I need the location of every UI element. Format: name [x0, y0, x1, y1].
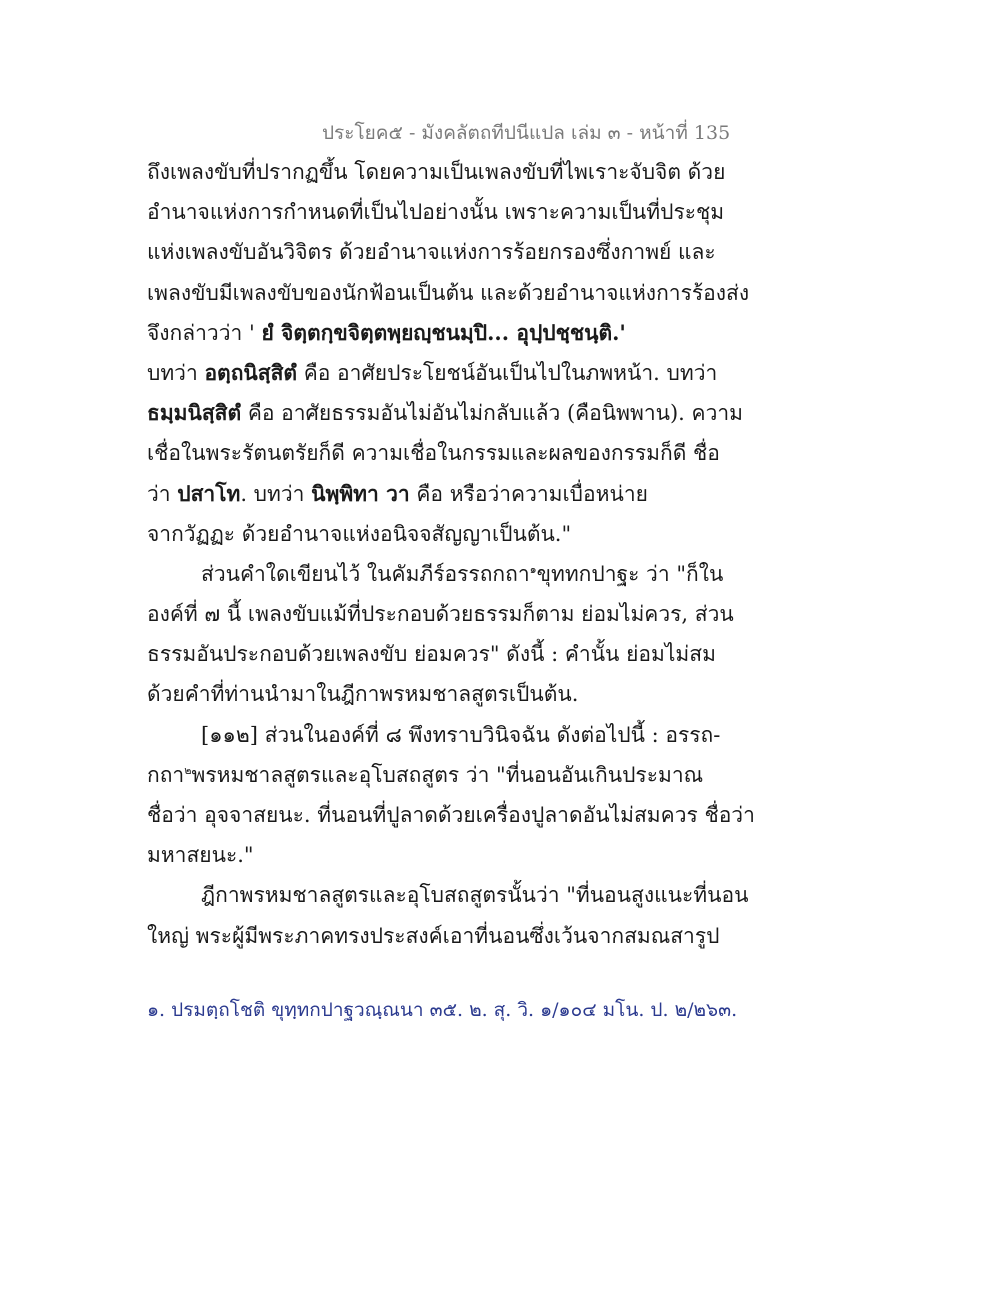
- text-line: เชื่อในพระรัตนตรัยก็ดี ความเชื่อในกรรมและผลของกรรมก็ดี ชื่อ: [147, 441, 720, 466]
- text-line: ธรรมอันประกอบด้วยเพลงขับ ย่อมควร" ดังนี้ : คำนั้น ย่อมไม่สม: [147, 642, 716, 667]
- text-line: มหาสยนะ.": [147, 843, 254, 868]
- text-line: [๑๑๒] ส่วนในองค์ที่ ๘ พึงทราบวินิจฉัน ดังต่อไปนี้ : อรรถ-: [201, 722, 721, 747]
- text-line: จากวัฏฏะ ด้วยอำนาจแห่งอนิจจสัญญาเป็นต้น.": [147, 521, 572, 546]
- body-text: [147, 152, 755, 956]
- text-segment: กถา: [147, 762, 185, 787]
- text-line: ด้วยคำที่ท่านนำมาในฎีกาพรหมชาลสูตรเป็นต้น.: [147, 682, 579, 707]
- text-line: [147, 313, 707, 353]
- text-line: [147, 474, 707, 514]
- text-line: [147, 393, 743, 433]
- text-segment: คือ อาศัยประโยชน์อันเป็นไปในภพหน้า. บทว่า: [297, 360, 718, 385]
- text-line: ถึงเพลงขับที่ปรากฏขึ้น โดยความเป็นเพลงขับที่ไพเราะจับจิต ด้วย: [147, 160, 726, 184]
- footnote-ref: ๒: [184, 763, 192, 777]
- text-segment: คือ หรือว่าความเบื่อหน่าย: [409, 481, 648, 506]
- text-segment: . บทว่า: [240, 481, 312, 506]
- text-segment: บทว่า: [147, 360, 205, 385]
- text-line: [147, 554, 724, 594]
- text-segment: ว่า: [147, 481, 178, 506]
- text-line: ชื่อว่า อุจจาสยนะ. ที่นอนที่ปูลาดด้วยเครื่องปูลาดอันไม่สมควร ชื่อว่า: [147, 803, 755, 827]
- footnote: ๑. ปรมตฺถโชติ ขุทฺทกปาฐวณฺณนา ๓๕. ๒. สุ. วิ. ๑/๑๐๔ มโน. ป. ๒/๒๖๓.: [147, 999, 738, 1021]
- text-line: ใหญ่ พระผู้มีพระภาคทรงประสงค์เอาที่นอนซึ่งเว้นจากสมณสารูป: [147, 923, 720, 948]
- pali-term: นิพฺพิทา วา: [311, 480, 410, 506]
- text-line: [147, 353, 718, 393]
- text-segment: ส่วนคำใดเขียนไว้ ในคัมภีร์อรรถกถา: [201, 561, 530, 586]
- text-line: เพลงขับมีเพลงขับของนักฟ้อนเป็นต้น และด้วยอำนาจแห่งการร้องส่ง: [147, 280, 750, 305]
- text-segment: พรหมชาลสูตรและอุโบสถสูตร ว่า "ที่นอนอันเกินประมาณ: [191, 762, 704, 787]
- text-line: ฎีกาพรหมชาลสูตรและอุโบสถสูตรนั้นว่า "ที่นอนสูงแนะที่นอน: [201, 883, 749, 908]
- text-line: [147, 755, 707, 795]
- text-line: อำนาจแห่งการกำหนดที่เป็นไปอย่างนั้น เพราะความเป็นที่ประชุม: [147, 200, 725, 225]
- text-line: แห่งเพลงขับอันวิจิตร ด้วยอำนาจแห่งการร้อยกรองซึ่งกาพย์ และ: [147, 240, 716, 265]
- footnote-ref: ๑: [529, 562, 537, 576]
- text-segment: จึงกล่าวว่า ': [147, 320, 262, 345]
- text-segment: คือ อาศัยธรรมอันไม่อันไม่กลับแล้ว (คือนิพพาน). ความ: [241, 401, 743, 426]
- pali-term: ธมฺมนิสฺสิตํ: [147, 400, 242, 426]
- pali-quote: ยํ จิตฺตกฺขจิตฺตพฺยญฺชนมฺปิ... อุปฺปชฺชนฺติ.': [261, 319, 626, 345]
- text-line: องค์ที่ ๗ นี้ เพลงขับแม้ที่ประกอบด้วยธรรมก็ตาม ย่อมไม่ควร, ส่วน: [147, 602, 734, 627]
- page-header: ประโยค๕ - มังคลัตถทีปนีแปล เล่ม ๓ - หน้าที่ 135: [322, 122, 731, 144]
- pali-term: อตฺถนิสฺสิตํ: [204, 359, 298, 385]
- text-segment: ขุททกปาฐะ ว่า "ก็ใน: [536, 561, 724, 586]
- pali-term: ปสาโท: [177, 480, 241, 506]
